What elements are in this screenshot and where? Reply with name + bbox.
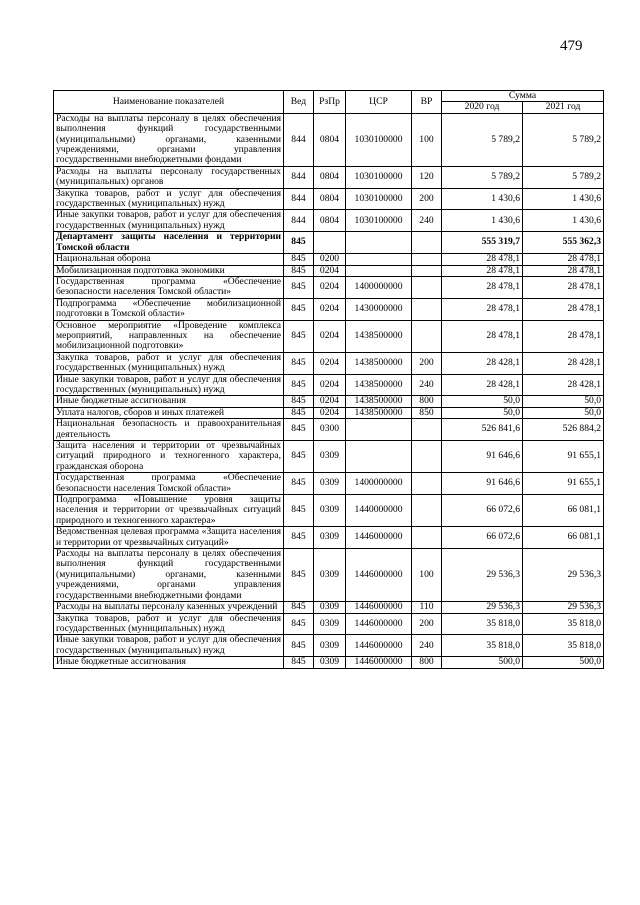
cell-2021: 28 478,1 [523, 265, 604, 276]
cell-2021: 1 430,6 [523, 188, 604, 210]
cell-csr: 1030100000 [346, 188, 412, 210]
cell-rzpr: 0204 [314, 407, 346, 418]
page-number: 479 [560, 38, 583, 54]
cell-ved: 844 [284, 113, 314, 166]
cell-ved: 845 [284, 232, 314, 254]
table-row [54, 265, 604, 276]
table-row [54, 232, 604, 254]
cell-vr [412, 298, 442, 320]
cell-ved: 844 [284, 210, 314, 232]
cell-2021: 28 428,1 [523, 374, 604, 396]
cell-ved: 845 [284, 613, 314, 635]
cell-2021: 35 818,0 [523, 635, 604, 657]
cell-ved: 845 [284, 441, 314, 473]
cell-2020: 50,0 [442, 396, 523, 407]
header-ved: Вед [284, 91, 314, 114]
table-row [54, 441, 604, 473]
table-row [54, 473, 604, 495]
cell-vr [412, 527, 442, 549]
cell-2021: 28 478,1 [523, 320, 604, 352]
cell-rzpr: 0204 [314, 298, 346, 320]
cell-rzpr: 0204 [314, 352, 346, 374]
table-row [54, 549, 604, 602]
cell-ved: 845 [284, 265, 314, 276]
cell-csr [346, 441, 412, 473]
cell-2020: 29 536,3 [442, 549, 523, 602]
cell-rzpr: 0309 [314, 441, 346, 473]
table-row [54, 635, 604, 657]
header-name: Наименование показателей [54, 91, 284, 114]
cell-name: Иные бюджетные ассигнования [54, 657, 284, 668]
cell-name: Расходы на выплаты персоналу в целях обеспечения выполнения функций государственными (муниципальными) органами, казенными учреждениями, органами управления государственными внебюджетными фондами [54, 549, 284, 602]
cell-vr [412, 265, 442, 276]
table-row [54, 527, 604, 549]
cell-2020: 500,0 [442, 657, 523, 668]
cell-name: Иные бюджетные ассигнования [54, 396, 284, 407]
cell-csr: 1446000000 [346, 613, 412, 635]
cell-vr [412, 473, 442, 495]
cell-2021: 35 818,0 [523, 613, 604, 635]
cell-ved: 844 [284, 166, 314, 188]
cell-2020: 66 072,6 [442, 527, 523, 549]
table-row [54, 374, 604, 396]
cell-2021: 5 789,2 [523, 113, 604, 166]
cell-csr: 1400000000 [346, 473, 412, 495]
table-row [54, 396, 604, 407]
cell-ved: 845 [284, 407, 314, 418]
cell-rzpr: 0309 [314, 657, 346, 668]
cell-name: Иные закупки товаров, работ и услуг для обеспечения государственных (муниципальных) нужд [54, 374, 284, 396]
cell-vr [412, 495, 442, 527]
header-year-2021: 2021 год [523, 102, 604, 113]
cell-ved: 845 [284, 396, 314, 407]
cell-ved: 845 [284, 602, 314, 613]
cell-2020: 5 789,2 [442, 113, 523, 166]
cell-2021: 29 536,3 [523, 602, 604, 613]
table-row [54, 613, 604, 635]
cell-rzpr: 0309 [314, 613, 346, 635]
cell-csr: 1400000000 [346, 276, 412, 298]
cell-name: Подпрограмма «Повышение уровня защиты населения и территории от чрезвычайных ситуаций природного и техногенного характера» [54, 495, 284, 527]
cell-vr: 200 [412, 613, 442, 635]
cell-ved: 845 [284, 549, 314, 602]
cell-ved: 845 [284, 635, 314, 657]
cell-2020: 35 818,0 [442, 613, 523, 635]
cell-2021: 526 884,2 [523, 419, 604, 441]
cell-2021: 66 081,1 [523, 495, 604, 527]
cell-2020: 5 789,2 [442, 166, 523, 188]
cell-2021: 555 362,3 [523, 232, 604, 254]
cell-2020: 526 841,6 [442, 419, 523, 441]
cell-2021: 91 655,1 [523, 473, 604, 495]
cell-2020: 28 428,1 [442, 374, 523, 396]
cell-vr: 800 [412, 396, 442, 407]
cell-2020: 28 478,1 [442, 265, 523, 276]
cell-2021: 91 655,1 [523, 441, 604, 473]
table-row [54, 188, 604, 210]
cell-2020: 50,0 [442, 407, 523, 418]
cell-2020: 91 646,6 [442, 473, 523, 495]
cell-vr: 100 [412, 549, 442, 602]
cell-vr [412, 276, 442, 298]
table-row [54, 657, 604, 668]
cell-csr: 1446000000 [346, 527, 412, 549]
cell-rzpr: 0804 [314, 210, 346, 232]
cell-csr [346, 265, 412, 276]
cell-name: Иные закупки товаров, работ и услуг для обеспечения государственных (муниципальных) нужд [54, 210, 284, 232]
cell-name: Расходы на выплаты персоналу казенных учреждений [54, 602, 284, 613]
cell-ved: 845 [284, 374, 314, 396]
cell-rzpr: 0309 [314, 495, 346, 527]
table-row [54, 320, 604, 352]
cell-ved: 845 [284, 473, 314, 495]
cell-vr [412, 320, 442, 352]
cell-name: Национальная оборона [54, 254, 284, 265]
table-header [54, 91, 604, 114]
table-row [54, 419, 604, 441]
table-row [54, 602, 604, 613]
table-row [54, 407, 604, 418]
table-row [54, 210, 604, 232]
cell-rzpr: 0804 [314, 166, 346, 188]
header-vr: ВР [412, 91, 442, 114]
cell-name: Основное мероприятие «Проведение комплекса мероприятий, направленных на обеспечение мобилизационной подготовки» [54, 320, 284, 352]
cell-csr: 1430000000 [346, 298, 412, 320]
cell-2021: 28 478,1 [523, 276, 604, 298]
cell-vr: 800 [412, 657, 442, 668]
cell-rzpr: 0804 [314, 188, 346, 210]
cell-csr: 1438500000 [346, 352, 412, 374]
cell-rzpr: 0309 [314, 549, 346, 602]
cell-vr: 240 [412, 210, 442, 232]
cell-csr [346, 232, 412, 254]
cell-name: Департамент защиты населения и территории Томской области [54, 232, 284, 254]
header-sum: Сумма [442, 91, 604, 102]
cell-rzpr: 0309 [314, 602, 346, 613]
cell-csr: 1030100000 [346, 113, 412, 166]
cell-2021: 5 789,2 [523, 166, 604, 188]
cell-vr: 240 [412, 635, 442, 657]
cell-2021: 28 428,1 [523, 352, 604, 374]
header-rzpr: РзПр [314, 91, 346, 114]
cell-name: Национальная безопасность и правоохранительная деятельность [54, 419, 284, 441]
cell-vr: 200 [412, 352, 442, 374]
cell-2021: 28 478,1 [523, 254, 604, 265]
cell-ved: 844 [284, 188, 314, 210]
cell-2021: 29 536,3 [523, 549, 604, 602]
cell-vr [412, 419, 442, 441]
cell-2021: 500,0 [523, 657, 604, 668]
cell-vr [412, 441, 442, 473]
table-row [54, 276, 604, 298]
cell-2020: 28 478,1 [442, 254, 523, 265]
cell-ved: 845 [284, 352, 314, 374]
table-row [54, 352, 604, 374]
cell-ved: 845 [284, 298, 314, 320]
cell-ved: 845 [284, 254, 314, 265]
cell-ved: 845 [284, 527, 314, 549]
cell-2020: 1 430,6 [442, 210, 523, 232]
cell-csr: 1438500000 [346, 396, 412, 407]
cell-name: Закупка товаров, работ и услуг для обеспечения государственных (муниципальных) нужд [54, 352, 284, 374]
cell-rzpr: 0300 [314, 419, 346, 441]
cell-2020: 91 646,6 [442, 441, 523, 473]
cell-vr: 200 [412, 188, 442, 210]
cell-2020: 28 478,1 [442, 320, 523, 352]
cell-2020: 555 319,7 [442, 232, 523, 254]
table-row [54, 166, 604, 188]
cell-rzpr: 0204 [314, 265, 346, 276]
cell-rzpr: 0204 [314, 320, 346, 352]
cell-name: Уплата налогов, сборов и иных платежей [54, 407, 284, 418]
cell-vr: 100 [412, 113, 442, 166]
cell-csr: 1446000000 [346, 635, 412, 657]
cell-csr: 1030100000 [346, 210, 412, 232]
cell-name: Закупка товаров, работ и услуг для обеспечения государственных (муниципальных) нужд [54, 188, 284, 210]
table-row [54, 495, 604, 527]
cell-csr: 1438500000 [346, 320, 412, 352]
table-row [54, 298, 604, 320]
cell-rzpr: 0309 [314, 473, 346, 495]
cell-rzpr: 0804 [314, 113, 346, 166]
cell-2020: 28 478,1 [442, 298, 523, 320]
cell-name: Мобилизационная подготовка экономики [54, 265, 284, 276]
cell-name: Расходы на выплаты персоналу в целях обеспечения выполнения функций государственными (муниципальными) органами, казенными учреждениями, органами управления государственными внебюджетными фондами [54, 113, 284, 166]
cell-vr [412, 232, 442, 254]
cell-csr [346, 419, 412, 441]
cell-2021: 66 081,1 [523, 527, 604, 549]
cell-vr: 850 [412, 407, 442, 418]
cell-2020: 1 430,6 [442, 188, 523, 210]
cell-name: Государственная программа «Обеспечение безопасности населения Томской области» [54, 473, 284, 495]
cell-2020: 35 818,0 [442, 635, 523, 657]
cell-rzpr: 0309 [314, 527, 346, 549]
cell-2021: 1 430,6 [523, 210, 604, 232]
cell-vr: 110 [412, 602, 442, 613]
cell-2021: 50,0 [523, 396, 604, 407]
cell-ved: 845 [284, 419, 314, 441]
header-csr: ЦСР [346, 91, 412, 114]
table-body [54, 113, 604, 668]
cell-2020: 28 428,1 [442, 352, 523, 374]
cell-2021: 50,0 [523, 407, 604, 418]
cell-csr: 1030100000 [346, 166, 412, 188]
header-year-2020: 2020 год [442, 102, 523, 113]
cell-name: Закупка товаров, работ и услуг для обеспечения государственных (муниципальных) нужд [54, 613, 284, 635]
cell-vr: 240 [412, 374, 442, 396]
cell-csr: 1446000000 [346, 549, 412, 602]
cell-2020: 29 536,3 [442, 602, 523, 613]
cell-csr: 1440000000 [346, 495, 412, 527]
cell-csr: 1446000000 [346, 657, 412, 668]
cell-rzpr: 0204 [314, 374, 346, 396]
cell-name: Иные закупки товаров, работ и услуг для обеспечения государственных (муниципальных) нужд [54, 635, 284, 657]
cell-name: Подпрограмма «Обеспечение мобилизационной подготовки в Томской области» [54, 298, 284, 320]
cell-2020: 66 072,6 [442, 495, 523, 527]
cell-name: Государственная программа «Обеспечение безопасности населения Томской области» [54, 276, 284, 298]
cell-rzpr: 0309 [314, 635, 346, 657]
cell-vr: 120 [412, 166, 442, 188]
cell-rzpr: 0204 [314, 396, 346, 407]
cell-rzpr: 0204 [314, 276, 346, 298]
table-row [54, 254, 604, 265]
cell-ved: 845 [284, 320, 314, 352]
cell-csr: 1438500000 [346, 374, 412, 396]
cell-csr: 1446000000 [346, 602, 412, 613]
cell-name: Защита населения и территории от чрезвычайных ситуаций природного и техногенного характера, гражданская оборона [54, 441, 284, 473]
cell-name: Расходы на выплаты персоналу государственных (муниципальных) органов [54, 166, 284, 188]
budget-table [53, 90, 604, 669]
cell-ved: 845 [284, 657, 314, 668]
cell-csr [346, 254, 412, 265]
cell-csr: 1438500000 [346, 407, 412, 418]
cell-rzpr: 0200 [314, 254, 346, 265]
cell-name: Ведомственная целевая программа «Защита населения и территории от чрезвычайных ситуаций» [54, 527, 284, 549]
cell-rzpr [314, 232, 346, 254]
cell-vr [412, 254, 442, 265]
table-row [54, 113, 604, 166]
cell-ved: 845 [284, 495, 314, 527]
cell-2021: 28 478,1 [523, 298, 604, 320]
cell-2020: 28 478,1 [442, 276, 523, 298]
cell-ved: 845 [284, 276, 314, 298]
